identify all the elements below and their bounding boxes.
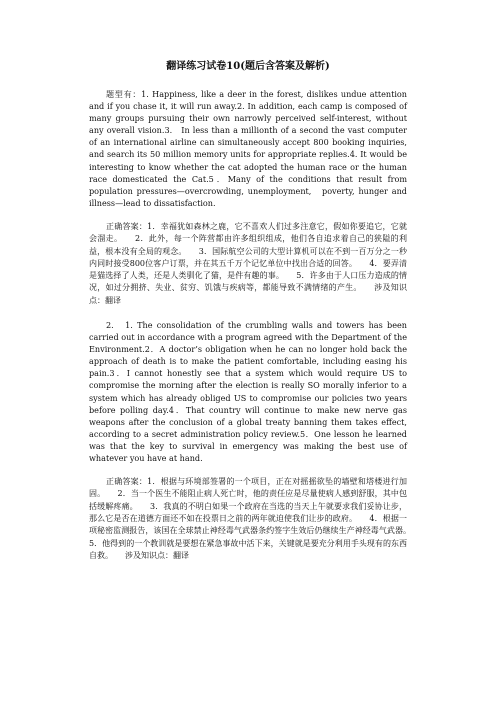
answer-2-paragraph: 正确答案：1．根据与环境部签署的一个项目，正在对摇摇欲坠的墙壁和塔楼进行加固。 2．当一个医生不能阻止病人死亡时，他的责任应是尽量使病人感到舒服，其中包括缓解疼痛。 3．我真的不明白如果一个政府在当选的当天上午就要求我们妥协让步，那么它是否在道德方面还不如在投票日之前的两年就迫使我们让步的政府。 4．根据一项秘密监测报告，该国在全球禁止神经毒气武器条约签字生效后仍继续生产神经毒气武器。 5．他得到的一个教训就是要想在紧急事故中活下来，关键就是要充分利用手头现有的东西自救。 涉及知识点：翻译 xyxy=(89,477,423,560)
question-1-paragraph: 题型有：1. Happiness, like a deer in the forest, dislikes undue attention and if you chase it, it will run away.2. In addition, each camp is composed of many groups pursuing their own narrowly perceived self-interest, without any overall vision.3. In less than a millionth of a second the vast computer of an international airline can simultaneously accept 800 booking inquiries, and search its 50 million memory units for appropriate replies.4. It would be interesting to know whether the cat adopted the human race or the human race domesticated the Cat.5．Many of the conditions that result from population pressures—overcrowding, unemployment, poverty, hunger and illness—lead to dissatisfaction. xyxy=(89,89,407,208)
document-title: 翻译练习试卷10(题后含答案及解析) xyxy=(166,61,330,72)
answer-1-paragraph: 正确答案：1．幸福犹如森林之鹿，它不喜欢人们过多注意它，假如你要追它，它就会溜走。 2．此外，每一个阵营都由许多组织组成，他们各自追求着自己的狭隘的利益，根本没有全局的观念。 3．国际航空公司的大型计算机可以在不到一百万分之一秒内同时接受800位客户订票，并在其五千万个记忆单位中找出合适的回答。 4．要弄清是猫选择了人类，还是人类驯化了猫，是件有趣的事。 5．许多由于人口压力造成的情况，如过分拥挤、失业、贫穷、饥饿与疾病等，都能导致不满情绪的产生。 涉及知识点：翻译 xyxy=(89,221,407,305)
document-page xyxy=(89,60,423,574)
question-2-paragraph: 2. 1. The consolidation of the crumbling walls and towers has been carried out in accordance with a program agreed with the Department of the Environment.2．A doctor’s obligation when he can no longer hold back the approach of death is to make the patient comfortable, including easing his pain.3．I cannot honestly see that a system which would require US to compromise the morning after the election is really SO morally inferior to a system which has already obliged US to compromise our policies two years before polling day.4．That country will continue to make new nerve gas weapons after the conclusion of a global treaty banning them takes effect, according to a secret administration policy review.5．One lesson he learned was that the key to survival in emergency was making the best use of whatever you have at hand. xyxy=(89,320,407,464)
